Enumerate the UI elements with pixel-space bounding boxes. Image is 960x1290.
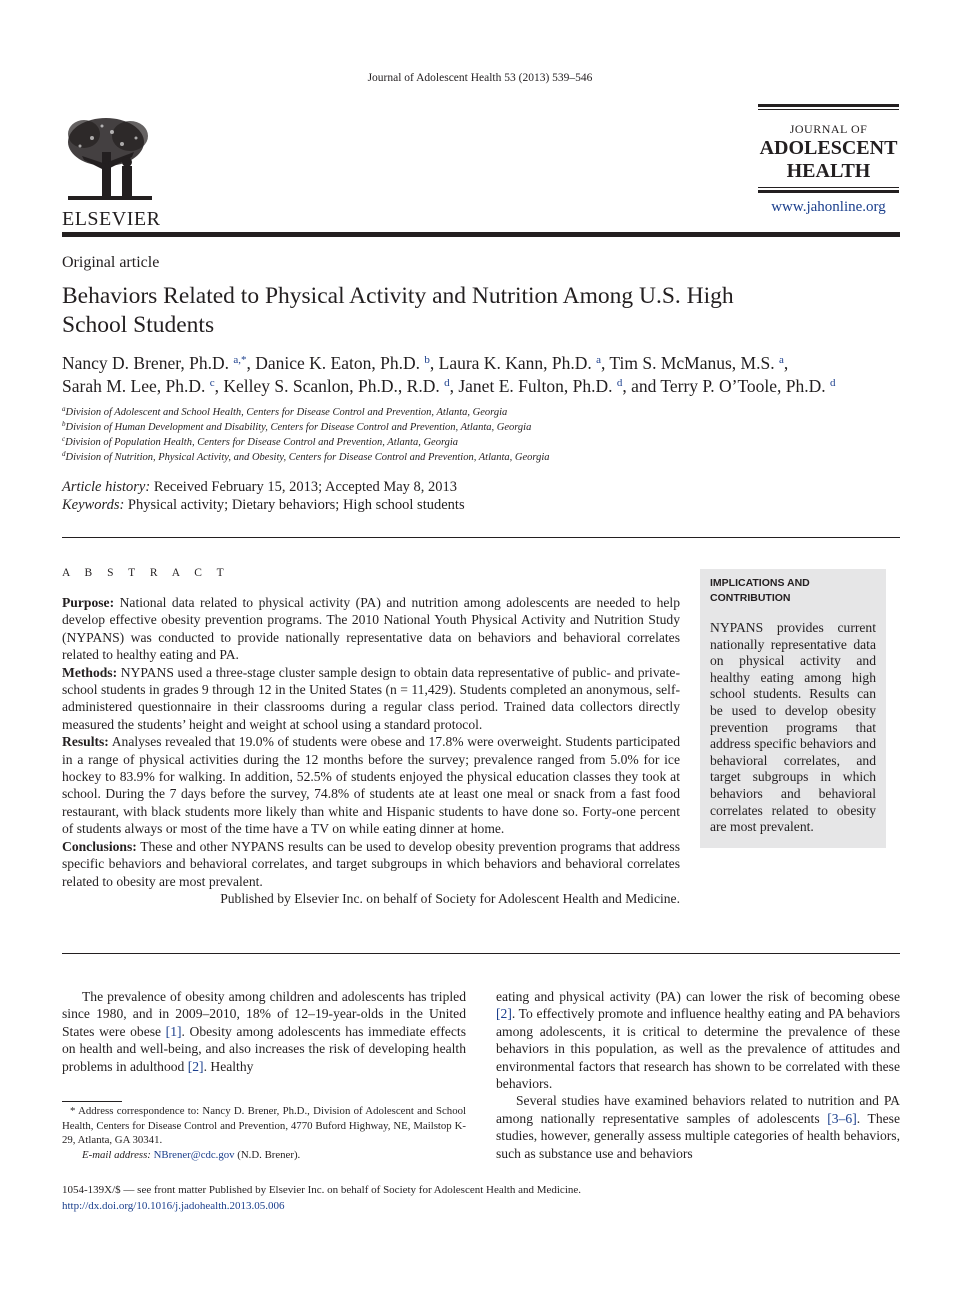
journal-logo-bar xyxy=(758,104,899,107)
keywords xyxy=(62,496,465,514)
implications-box xyxy=(700,569,886,848)
body-text: . Obesity among adolescents has immediate effects on health and well-being, and also increases the risk of developing health problems in adulthood xyxy=(62,1023,466,1074)
author-name[interactable]: Laura K. Kann, Ph.D. xyxy=(438,353,592,373)
history-label: Article history: xyxy=(62,479,151,495)
abstract-results xyxy=(62,733,680,837)
abstract-heading: A B S T R A C T xyxy=(62,567,230,579)
article-type: Original article xyxy=(62,254,160,271)
journal-logo-line3: HEALTH xyxy=(786,160,871,182)
issn-line: 1054-139X/$ — see front matter Published by Elsevier Inc. on behalf of Society for Adolescent Health and Medicine. xyxy=(62,1184,582,1196)
author-affiliation-link[interactable]: c xyxy=(209,377,215,389)
affiliation xyxy=(62,405,507,420)
keywords-value: Physical activity; Dietary behaviors; High school students xyxy=(127,497,465,513)
title-line: Behaviors Related to Physical Activity and Nutrition Among U.S. High xyxy=(62,283,734,309)
affiliation-key: a xyxy=(62,405,66,413)
author-separator: , and xyxy=(622,376,661,396)
abstract-bottom-rule xyxy=(62,953,900,954)
doi-link[interactable]: http://dx.doi.org/10.1016/j.jadohealth.2013.05.006 xyxy=(62,1200,285,1212)
email-suffix: (N.D. Brener). xyxy=(234,1148,301,1161)
abstract-label: Purpose: xyxy=(62,595,115,610)
elsevier-logo[interactable] xyxy=(62,112,162,229)
publisher-note: Published by Elsevier Inc. on behalf of Society for Adolescent Health and Medicine. xyxy=(220,890,680,906)
page-footer xyxy=(62,1182,581,1214)
body-text: . Healthy xyxy=(203,1058,254,1074)
abstract-text xyxy=(62,594,680,907)
journal-logo[interactable] xyxy=(758,104,899,216)
elsevier-wordmark: ELSEVIER xyxy=(62,208,161,230)
author-name[interactable]: Kelley S. Scanlon, Ph.D., R.D. xyxy=(223,376,440,396)
history-value: Received February 15, 2013; Accepted May 8, 2013 xyxy=(153,479,458,495)
elsevier-tree-icon xyxy=(62,112,158,204)
journal-logo-bar xyxy=(758,187,899,188)
abstract-purpose xyxy=(62,594,680,664)
author-separator: , xyxy=(600,353,610,373)
journal-logo-bar xyxy=(758,190,899,193)
reference-link[interactable]: [3–6] xyxy=(827,1110,857,1126)
author-name[interactable]: Terry P. O’Toole, Ph.D. xyxy=(660,376,826,396)
affiliation xyxy=(62,435,458,450)
author-affiliation-link[interactable]: a xyxy=(596,354,601,366)
affiliation-text: Division of Nutrition, Physical Activity, and Obesity, Centers for Disease Control and Prevention, Atlanta, Georgia xyxy=(65,452,550,463)
affiliation-key: d xyxy=(62,450,66,458)
body-text: eating and physical activity (PA) can lower the risk of becoming obese xyxy=(496,989,900,1004)
affiliation-key: c xyxy=(62,435,66,443)
body-column-right xyxy=(496,988,900,1162)
journal-logo-bar xyxy=(758,109,899,110)
author-separator: , xyxy=(214,376,224,396)
abstract-label: Results: xyxy=(62,734,109,750)
title-line: School Students xyxy=(62,312,215,338)
affiliation-text: Division of Human Development and Disability, Centers for Disease Control and Prevention, Atlanta, Georgia xyxy=(65,422,532,433)
implications-text: NYPANS provides current nationally representative data on physical activity and healthy eating among high school students. Results can be used to develop obesity prevention programs that address specific behaviors and behavioral correlates, and target subgroups in which behaviors and behavioral correlates related to obesity are most prevalent. xyxy=(710,620,876,835)
abstract-label: Conclusions: xyxy=(62,838,137,854)
journal-logo-line1: JOURNAL OF xyxy=(789,122,868,136)
article-title xyxy=(62,282,862,340)
author-affiliation-link[interactable]: a xyxy=(778,354,784,366)
author-list xyxy=(62,352,912,398)
author-affiliation-link[interactable]: d xyxy=(830,377,836,389)
journal-citation: Journal of Adolescent Health 53 (2013) 539–546 xyxy=(367,72,593,84)
author-name[interactable]: Janet E. Fulton, Ph.D. xyxy=(458,376,613,396)
abstract-conclusions xyxy=(62,838,680,890)
affiliation-text: Division of Adolescent and School Health, Centers for Disease Control and Prevention, Atlanta, Georgia xyxy=(65,407,508,418)
author-affiliation-link[interactable]: d xyxy=(616,377,623,389)
article-info xyxy=(62,478,465,514)
author-name[interactable]: Nancy D. Brener, Ph.D. xyxy=(62,353,229,373)
author-affiliation-link[interactable]: a,* xyxy=(233,354,247,366)
author-separator: , xyxy=(783,353,789,373)
article-history xyxy=(62,478,465,496)
correspondence-email xyxy=(62,1148,466,1163)
author-separator: , xyxy=(429,353,439,373)
journal-url-link[interactable]: www.jahonline.org xyxy=(771,199,886,215)
abstract-section-text: National data related to physical activity (PA) and nutrition among adolescents are needed to help develop effective obesity prevention programs. The 2010 National Youth Physical Activity and Nutrition Study (NYPANS) was conducted to provide nationally representative data on behaviors and behavioral correlates related to healthy eating and PA. xyxy=(62,595,680,663)
author-name[interactable]: Sarah M. Lee, Ph.D. xyxy=(62,376,206,396)
header-divider xyxy=(62,232,900,237)
abstract-methods xyxy=(62,664,680,734)
abstract-section-text: NYPANS used a three-stage cluster sample design to obtain data representative of public- and private-school students in grades 9 through 12 in the United States (n = 11,429). Students completed an anonymous, self-administered questionnaire in their classrooms during a regular class period. Trained data collectors directly measured the students’ height and weight at school using a standard protocol. xyxy=(62,664,680,732)
affiliation-key: b xyxy=(62,420,66,428)
email-link[interactable]: NBrener@cdc.gov xyxy=(153,1148,235,1161)
body-text: Several studies have examined behaviors related to nutrition and PA among nationally representative samples of adolescents xyxy=(496,1093,900,1126)
author-name[interactable]: Tim S. McManus, M.S. xyxy=(609,353,775,373)
affiliation xyxy=(62,450,550,465)
correspondence-footnote xyxy=(62,1104,466,1162)
abstract-label: Methods: xyxy=(62,664,118,680)
body-paragraph xyxy=(62,988,466,1075)
body-text: The prevalence of obesity among children and adolescents has tripled since 1980, and in 2009–2010, 18% of 12–19-year-olds in the United States were obese xyxy=(62,989,466,1039)
author-name[interactable]: Danice K. Eaton, Ph.D. xyxy=(255,353,420,373)
body-column-left xyxy=(62,988,466,1075)
author-separator: , xyxy=(449,376,459,396)
footnote-rule xyxy=(62,1101,122,1102)
correspondence-address: * Address correspondence to: Nancy D. Brener, Ph.D., Division of Adolescent and School Health, Centers for Disease Control and Prevention, 4770 Buford Highway, NE, Mailstop K-29, Atlanta, GA 30341. xyxy=(62,1105,466,1147)
implications-heading: IMPLICATIONS AND CONTRIBUTION xyxy=(710,577,810,604)
reference-link[interactable]: [2] xyxy=(187,1058,204,1074)
body-paragraph xyxy=(496,1092,900,1162)
abstract-top-rule xyxy=(62,537,900,538)
body-text: . To effectively promote and influence healthy eating and PA behaviors among adolescents, it is critical to determine the prevalence of these behaviors in this population, as well as the prevalence of attitudes and environmental factors that research has shown to be correlated with these behaviors. xyxy=(496,1006,900,1092)
abstract-section-text: These and other NYPANS results can be used to develop obesity prevention programs that address specific behaviors and behavioral correlates, and target subgroups in which behaviors and behavioral correlates related to obesity are most prevalent. xyxy=(62,838,680,889)
body-text: . These studies, however, generally assess multiple categories of health behaviors, such as substance use and behaviors xyxy=(496,1110,900,1161)
author-separator: , xyxy=(246,353,256,373)
author-affiliation-link[interactable]: d xyxy=(444,377,450,389)
author-affiliation-link[interactable]: b xyxy=(424,354,430,366)
body-paragraph xyxy=(496,988,900,1092)
keywords-label: Keywords: xyxy=(62,497,125,513)
affiliation xyxy=(62,420,531,435)
email-label: E-mail address: xyxy=(82,1148,151,1161)
abstract-section-text: Analyses revealed that 19.0% of students were obese and 17.8% were overweight. Students participated in a range of physical activities during the 12 months before the survey; prevalence ranged from 5.0% for ice hockey to 83.9% for walking. In addition, 52.5% of students enjoyed the physical education classes they took at school. During the 7 days before the survey, 74.8% of students ate at least one meal or snack from a fast food restaurant, with black students more likely than white and Hispanic students to have done so. Forty-one percent of students always or most of the time have a TV on while eating dinner at home. xyxy=(62,734,680,837)
reference-link[interactable]: [2] xyxy=(496,1006,512,1022)
journal-logo-line2: ADOLESCENT xyxy=(759,137,898,159)
affiliation-text: Division of Population Health, Centers for Disease Control and Prevention, Atlanta, Georgia xyxy=(65,437,459,448)
reference-link[interactable]: [1] xyxy=(165,1023,182,1039)
